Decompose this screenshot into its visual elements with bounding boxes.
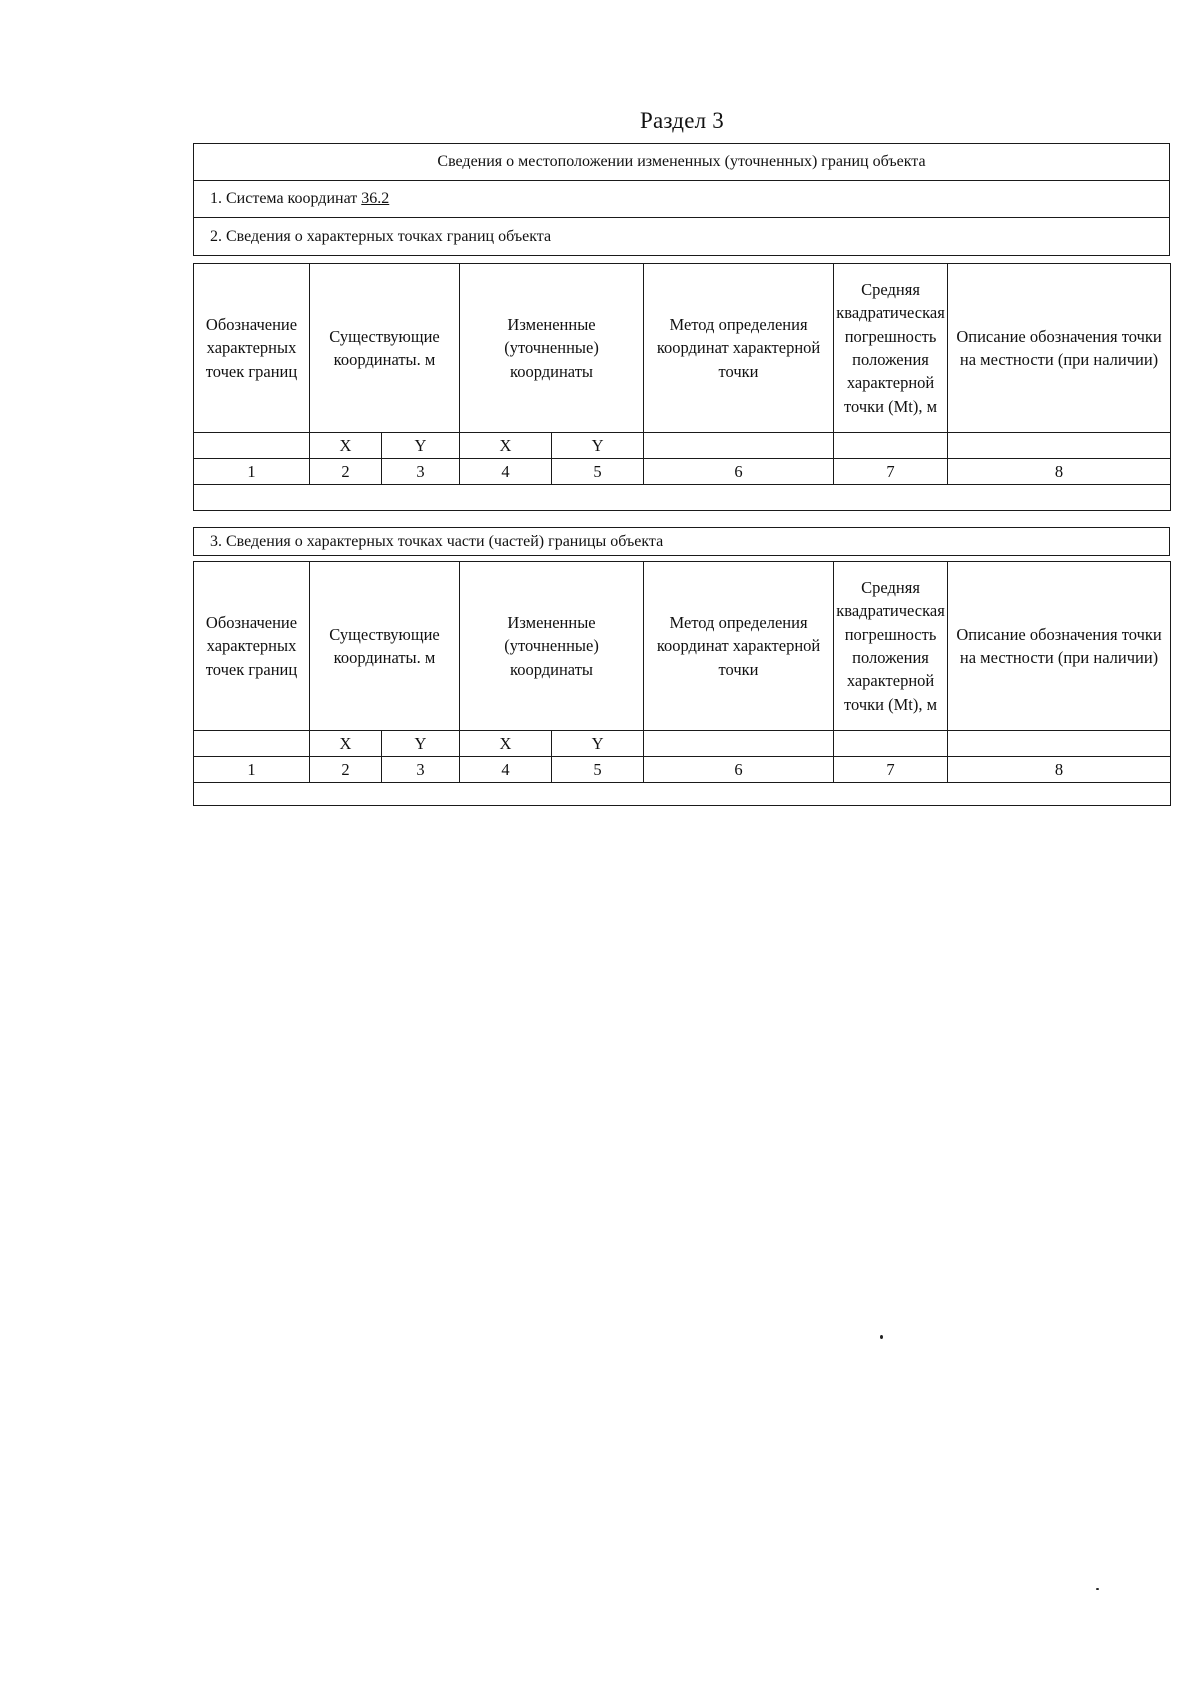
col-header-designation: Обозначение характерных точек границ bbox=[194, 562, 310, 731]
item2-row bbox=[194, 218, 1169, 255]
column-number: 6 bbox=[644, 459, 834, 485]
column-number: 5 bbox=[552, 459, 644, 485]
item3-row bbox=[194, 528, 1169, 555]
col-header-existing-coords: Существующие координаты. м bbox=[310, 264, 460, 433]
xy-row bbox=[194, 731, 1171, 757]
column-number: 2 bbox=[310, 459, 382, 485]
column-number: 1 bbox=[194, 459, 310, 485]
x-label: X bbox=[460, 433, 552, 459]
col-header-error: Средняя квадратическая погрешность положения характерной точки (Mt), м bbox=[834, 264, 948, 433]
scan-speck bbox=[1096, 1588, 1099, 1590]
col-header-changed-coords: Измененные (уточненные) координаты bbox=[460, 264, 644, 433]
column-number: 8 bbox=[948, 459, 1171, 485]
column-number: 3 bbox=[382, 459, 460, 485]
y-label: Y bbox=[382, 433, 460, 459]
x-label: X bbox=[310, 731, 382, 757]
empty-data-row bbox=[194, 783, 1171, 806]
y-label: Y bbox=[552, 731, 644, 757]
column-number: 5 bbox=[552, 757, 644, 783]
points-table-2 bbox=[193, 561, 1171, 806]
section-header-row bbox=[194, 144, 1169, 181]
column-number: 3 bbox=[382, 757, 460, 783]
section-header-box bbox=[193, 143, 1170, 256]
column-number: 7 bbox=[834, 459, 948, 485]
table-header-row bbox=[194, 264, 1171, 433]
column-number: 4 bbox=[460, 757, 552, 783]
col-header-error: Средняя квадратическая погрешность положения характерной точки (Mt), м bbox=[834, 562, 948, 731]
section-title: Раздел 3 bbox=[640, 108, 724, 133]
column-number: 6 bbox=[644, 757, 834, 783]
coord-system-label: 1. Система координат bbox=[210, 190, 362, 207]
col-header-method: Метод определения координат характерной точки bbox=[644, 562, 834, 731]
column-number-row bbox=[194, 757, 1171, 783]
empty-data-row bbox=[194, 485, 1171, 511]
x-label: X bbox=[310, 433, 382, 459]
column-number: 1 bbox=[194, 757, 310, 783]
column-number: 2 bbox=[310, 757, 382, 783]
coord-system-value: 36.2 bbox=[361, 190, 390, 207]
column-number: 4 bbox=[460, 459, 552, 485]
y-label: Y bbox=[382, 731, 460, 757]
item2-text: 2. Сведения о характерных точках границ объекта bbox=[210, 227, 552, 245]
points-table-1 bbox=[193, 263, 1171, 511]
section-header-text: Сведения о местоположении измененных (уточненных) границ объекта bbox=[437, 153, 926, 170]
coord-system-row bbox=[194, 181, 1169, 218]
item3-box bbox=[193, 527, 1170, 556]
item3-text: 3. Сведения о характерных точках части (частей) границы объекта bbox=[210, 532, 664, 550]
column-number-row bbox=[194, 459, 1171, 485]
col-header-changed-coords: Измененные (уточненные) координаты bbox=[460, 562, 644, 731]
column-number: 7 bbox=[834, 757, 948, 783]
col-header-method: Метод определения координат характерной точки bbox=[644, 264, 834, 433]
col-header-existing-coords: Существующие координаты. м bbox=[310, 562, 460, 731]
y-label: Y bbox=[552, 433, 644, 459]
column-number: 8 bbox=[948, 757, 1171, 783]
table-header-row bbox=[194, 562, 1171, 731]
col-header-description: Описание обозначения точки на местности (при наличии) bbox=[948, 264, 1171, 433]
scan-speck bbox=[880, 1335, 883, 1339]
xy-row bbox=[194, 433, 1171, 459]
x-label: X bbox=[460, 731, 552, 757]
col-header-designation: Обозначение характерных точек границ bbox=[194, 264, 310, 433]
col-header-description: Описание обозначения точки на местности (при наличии) bbox=[948, 562, 1171, 731]
